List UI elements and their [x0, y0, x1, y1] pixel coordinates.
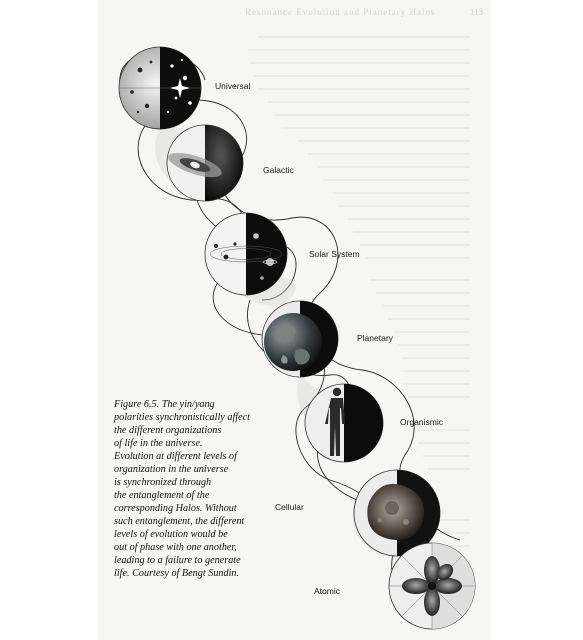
caption-line: the entanglement of the: [114, 490, 210, 501]
level-label-galactic: Galactic: [263, 165, 294, 175]
caption-line: Evolution at different levels of: [114, 451, 237, 462]
organismic-orb: [305, 384, 383, 462]
level-label-atomic: Atomic: [314, 586, 340, 596]
level-label-universal: Universal: [215, 81, 251, 91]
level-label-solar-system: Solar System: [309, 249, 360, 259]
universal-orb: [119, 47, 201, 129]
level-label-planetary: Planetary: [357, 333, 393, 343]
figure-caption: [114, 398, 264, 580]
solar-system-orb: [205, 213, 287, 295]
caption-line: leading to a failure to generate: [114, 555, 241, 566]
page-number: 113: [470, 7, 484, 17]
caption-line: is synchronized through: [114, 477, 212, 488]
level-label-cellular: Cellular: [275, 502, 304, 512]
atomic-orb: [389, 543, 475, 629]
level-label-organismic: Organismic: [400, 417, 443, 427]
caption-line: organization in the universe: [114, 464, 229, 475]
earth-globe-icon: [264, 313, 322, 371]
caption-line: corresponding Halos. Without: [114, 503, 237, 514]
caption-line: out of phase with one another,: [114, 542, 237, 553]
caption-line: levels of evolution would be: [114, 529, 228, 540]
caption-line: such entanglement, the different: [114, 516, 245, 527]
caption-line: life. Courtesy of Bengt Sundin.: [114, 568, 240, 579]
planetary-orb: [262, 301, 338, 377]
caption-line: polarities synchronistically affect: [114, 412, 250, 423]
running-head: Resonance Evolution and Planetary Halos: [245, 7, 436, 17]
caption-line: Figure 6.5. The yin/yang: [114, 399, 215, 410]
caption-line: the different organizations: [114, 425, 222, 436]
caption-line: of life in the universe.: [114, 438, 203, 449]
